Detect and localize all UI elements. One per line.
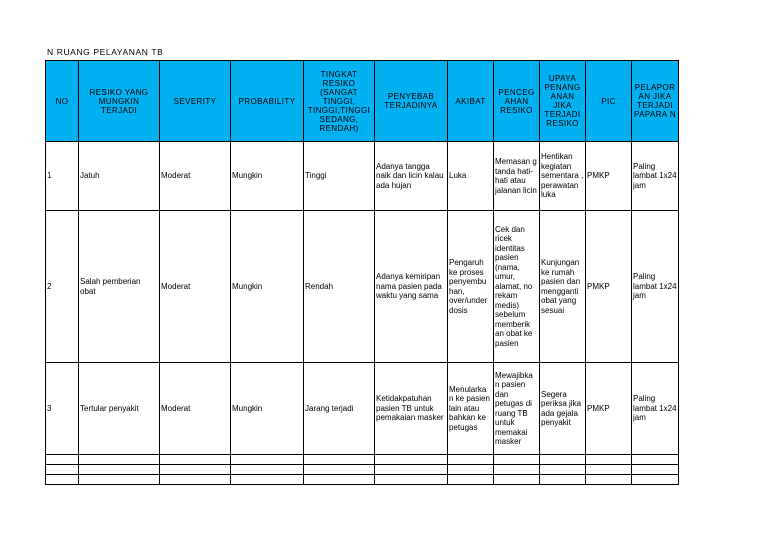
cell-akibat: Pengaruh ke proses penyembu han, over/under dosis [448,211,494,363]
cell-resiko: Salah pemberian obat [79,211,160,363]
cell-pic: PMKP [586,363,632,455]
cell-pencegahan: Cek dan ricek identitas pasien (nama, umur, alamat, no rekam medis) sebelum memberik an obat ke pasien [494,211,540,363]
cell-tingkat: Jarang terjadi [304,363,375,455]
cell-pencegahan: Mewajibka n pasien dan petugas di ruang TB untuk memakai masker [494,363,540,455]
cell-tingkat: Tinggi [304,142,375,211]
cell-no: 3 [46,363,79,455]
cell-probability: Mungkin [231,211,304,363]
cell-upaya: Hentikan kegiatan sementara , perawatan luka [540,142,586,211]
cell-probability: Mungkin [231,363,304,455]
table-row [46,142,679,211]
header-row [46,61,679,142]
cell-resiko: Jatuh [79,142,160,211]
cell-pelaporan: Paling lambat 1x24 jam [632,211,679,363]
header-no: NO [46,61,79,142]
risk-register-table [45,60,679,485]
cell-severity: Moderat [160,363,231,455]
header-pelaporan: PELAPOR AN JIKA TERJADI PAPARA N [632,61,679,142]
header-resiko: RESIKO YANG MUNGKIN TERJADI [79,61,160,142]
header-probability: PROBABILITY [231,61,304,142]
table-row [46,211,679,363]
cell-upaya: Kunjungan ke rumah pasien dan mengganti obat yang sesuai [540,211,586,363]
header-severity: SEVERITY [160,61,231,142]
cell-upaya: Segera periksa jika ada gejala penyakit [540,363,586,455]
cell-tingkat: Rendah [304,211,375,363]
cell-pic: PMKP [586,211,632,363]
cell-pelaporan: Paling lambat 1x24 jam [632,142,679,211]
cell-pelaporan: Paling lambat 1x24 jam [632,363,679,455]
cell-penyebab: Adanya kemiripan nama pasien pada waktu yang sama [375,211,448,363]
sheet-title: N RUANG PELAYANAN TB [47,47,164,57]
cell-akibat: Luka [448,142,494,211]
cell-pic: PMKP [586,142,632,211]
cell-no: 2 [46,211,79,363]
cell-pencegahan: Memasan g tanda hati-hati atau jalanan licin [494,142,540,211]
cell-resiko: Tertular penyakit [79,363,160,455]
cell-penyebab: Ketidakpatuhan pasien TB untuk pemakaian masker [375,363,448,455]
header-tingkat: TINGKAT RESIKO (SANGAT TINGGI, TINGGI,TINGGI SEDANG, RENDAH) [304,61,375,142]
table-row [46,363,679,455]
cell-akibat: Menularka n ke pasien lain atau bahkan ke petugas [448,363,494,455]
empty-row [46,465,679,475]
cell-penyebab: Adanya tangga naik dan licin kalau ada hujan [375,142,448,211]
cell-probability: Mungkin [231,142,304,211]
header-pic: PIC [586,61,632,142]
cell-severity: Moderat [160,142,231,211]
header-penyebab: PENYEBAB TERJADINYA [375,61,448,142]
empty-row [46,455,679,465]
header-pencegahan: PENCEG AHAN RESIKO [494,61,540,142]
cell-no: 1 [46,142,79,211]
header-upaya: UPAYA PENANG ANAN JIKA TERJADI RESIKO [540,61,586,142]
header-akibat: AKIBAT [448,61,494,142]
empty-row [46,475,679,485]
cell-severity: Moderat [160,211,231,363]
